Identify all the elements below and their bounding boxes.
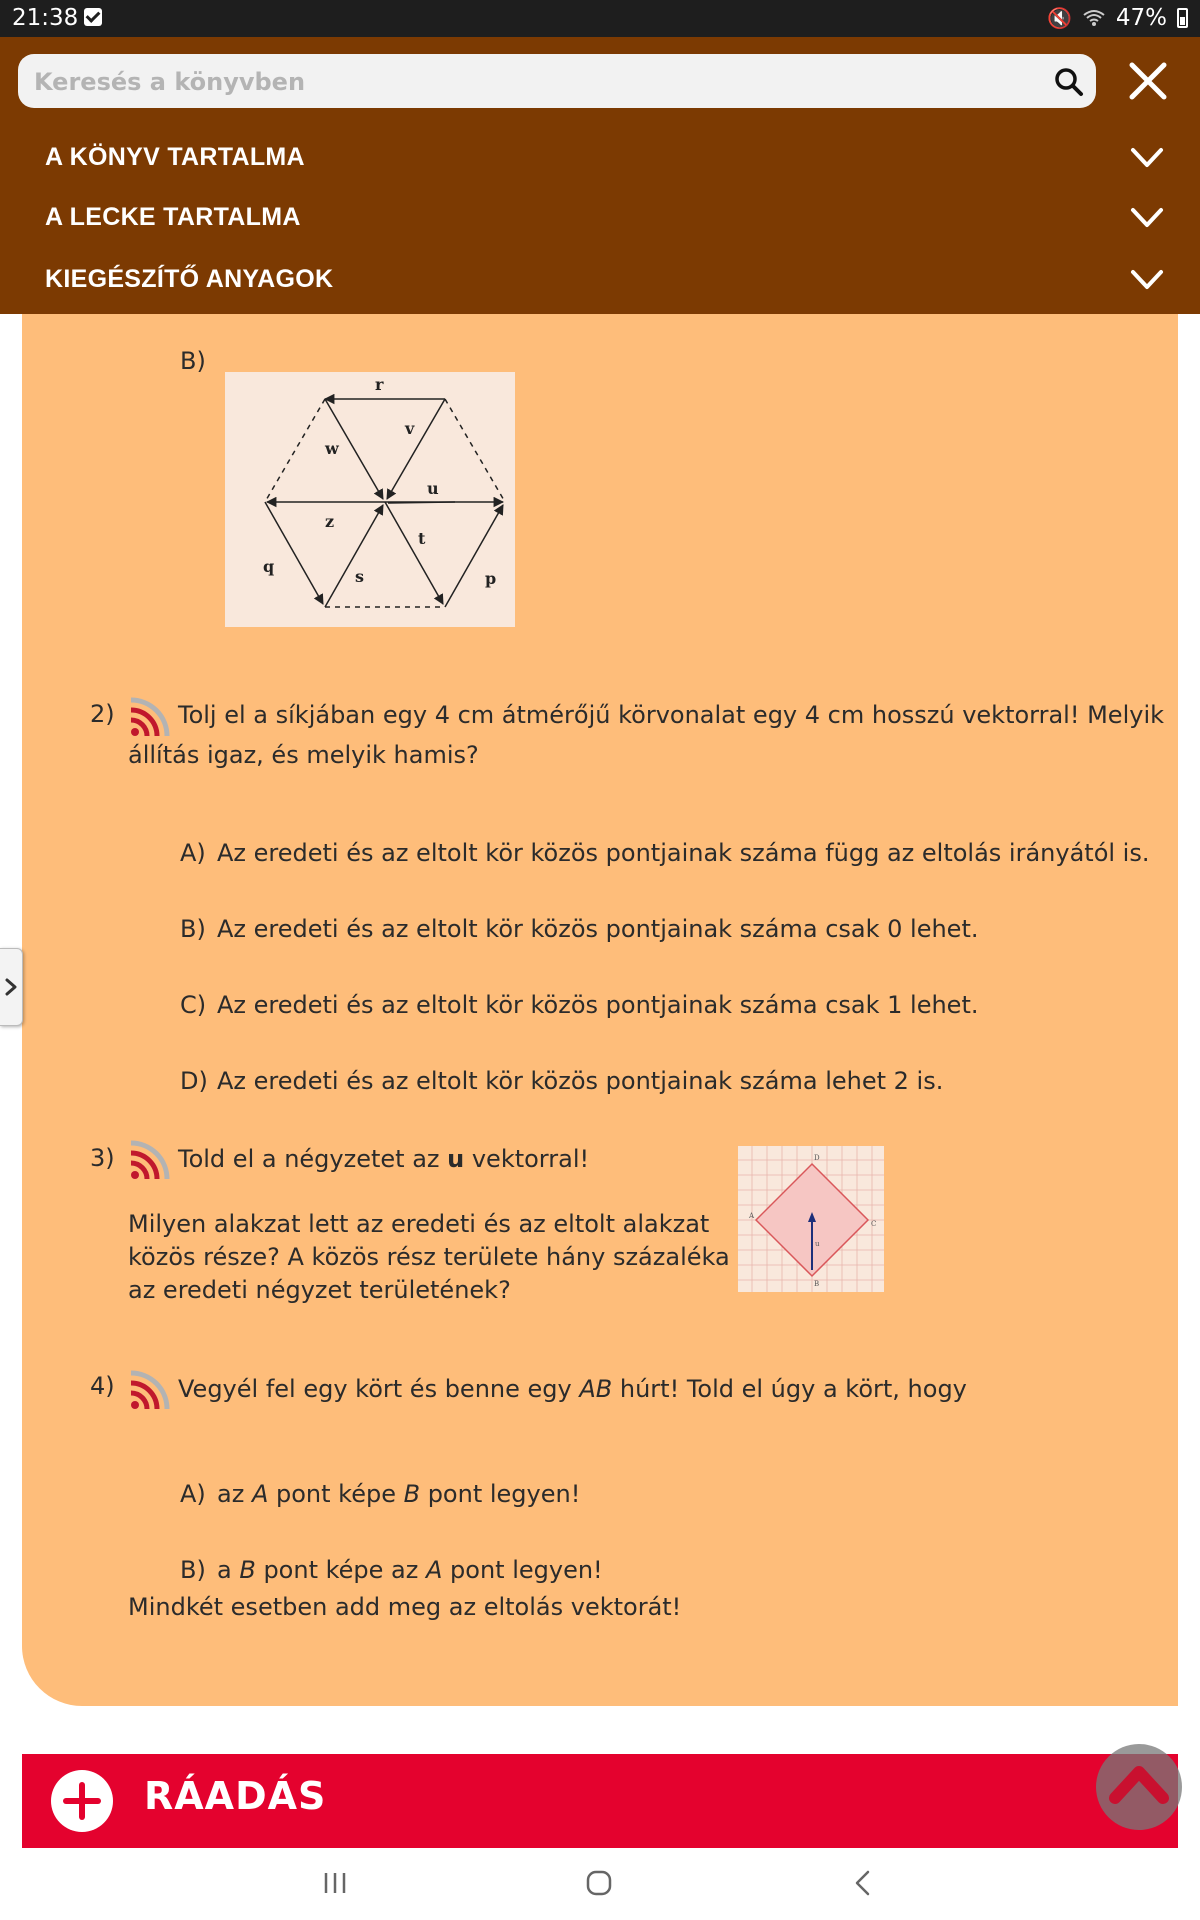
q4b-part2: pont képe az (255, 1556, 426, 1584)
system-navigation-bar (0, 1848, 1200, 1920)
chevron-down-icon (1130, 267, 1164, 293)
q4-option-a-text (217, 1477, 580, 1511)
q4-option-b-letter: B) (180, 1556, 206, 1584)
header-nav (0, 37, 1200, 314)
question-2-line1: Tolj el a síkjában egy 4 cm átmérőjű körvonalat egy 4 cm hosszú vektorral! Melyik (178, 701, 1165, 729)
square-label-c: C (871, 1220, 877, 1228)
q2-option-b-text: Az eredeti és az eltolt kör közös pontjainak száma csak 0 lehet. (217, 915, 979, 943)
q4-chord: AB (579, 1375, 613, 1403)
q2-option-d-text: Az eredeti és az eltolt kör közös pontjainak száma lehet 2 is. (217, 1067, 944, 1095)
square-label-d: D (814, 1154, 820, 1162)
q4-text-after: húrt! Told el úgy a kört, hogy (612, 1375, 967, 1403)
hex-label-t: t (418, 529, 426, 548)
q4a-part2: pont képe (268, 1480, 404, 1508)
audio-icon[interactable] (127, 694, 173, 740)
side-drawer-handle[interactable] (0, 948, 23, 1026)
q4a-point-b: B (403, 1480, 421, 1508)
q4a-point-a: A (251, 1480, 269, 1508)
question-4-number: 4) (90, 1372, 115, 1400)
bonus-banner[interactable] (22, 1754, 1178, 1848)
back-icon[interactable] (848, 1868, 878, 1898)
q4-option-b-text (217, 1553, 603, 1587)
q4b-point-a: A (425, 1556, 443, 1584)
hexagon-vector-figure (225, 372, 515, 627)
q3-text-before: Told el a négyzetet az (178, 1145, 448, 1173)
figure-b-label: B) (180, 347, 206, 375)
question-3-number: 3) (90, 1144, 115, 1172)
status-time: 21:38 (12, 5, 79, 31)
checkbox-notification-icon (84, 8, 102, 26)
nav-label: A KÖNYV TARTALMA (45, 143, 305, 171)
square-label-a: A (749, 1212, 755, 1220)
question-2-number: 2) (90, 700, 115, 728)
q2-option-c-letter: C) (180, 991, 207, 1019)
hex-label-w: w (325, 439, 339, 458)
q2-option-a-text: Az eredeti és az eltolt kör közös pontjainak száma függ az eltolás irányától is. (217, 839, 1150, 867)
question-3-line1: Milyen alakzat lett az eredeti és az eltolt alakzat (128, 1210, 710, 1238)
audio-icon[interactable] (127, 1367, 173, 1413)
question-4-closing: Mindkét esetben add meg az eltolás vektorát! (128, 1593, 682, 1621)
q4b-point-b: B (239, 1556, 256, 1584)
home-icon[interactable] (584, 1868, 614, 1898)
nav-label: KIEGÉSZÍTŐ ANYAGOK (45, 265, 334, 293)
question-3-prompt (178, 1142, 589, 1176)
battery-icon (1177, 8, 1188, 28)
q2-option-d-letter: D) (180, 1067, 208, 1095)
q3-vector-u: u (447, 1145, 465, 1173)
square-label-b: B (814, 1280, 820, 1288)
nav-supplementary[interactable] (0, 249, 1200, 309)
recent-apps-icon[interactable] (320, 1868, 350, 1898)
mute-icon: 🔇 (1046, 6, 1072, 30)
hex-label-p: p (485, 569, 497, 588)
square-label-u: u (815, 1240, 820, 1248)
status-bar (0, 0, 1200, 37)
question-2-line2: állítás igaz, és melyik hamis? (128, 741, 479, 769)
search-icon[interactable] (1052, 65, 1086, 99)
plus-circle-icon (50, 1769, 114, 1833)
q4a-part1: az (217, 1480, 252, 1508)
wifi-icon (1082, 8, 1106, 28)
square-vector-figure (738, 1146, 884, 1292)
hex-label-r: r (375, 375, 384, 394)
hex-label-s: s (355, 567, 365, 586)
q4-text-before: Vegyél fel egy kört és benne egy (178, 1375, 580, 1403)
nav-book-contents[interactable] (0, 127, 1200, 187)
status-indicators (1047, 5, 1188, 31)
scroll-to-top-button[interactable] (1096, 1744, 1182, 1830)
hex-label-v: v (405, 419, 415, 438)
chevron-down-icon (1130, 145, 1164, 171)
question-3-line2: közös része? A közös rész területe hány százaléka (128, 1243, 730, 1271)
close-icon[interactable] (1126, 59, 1170, 103)
q2-option-b-letter: B) (180, 915, 206, 943)
chevron-down-icon (1130, 205, 1164, 231)
search-bar (18, 54, 1096, 108)
audio-icon[interactable] (127, 1137, 173, 1183)
q4b-part3: pont legyen! (442, 1556, 603, 1584)
hex-label-z: z (325, 512, 335, 531)
nav-lesson-contents[interactable] (0, 187, 1200, 247)
battery-percent: 47% (1115, 5, 1167, 31)
hex-label-u: u (427, 479, 439, 498)
question-3-line3: az eredeti négyzet területének? (128, 1276, 511, 1304)
chevron-right-icon (3, 977, 19, 997)
q2-option-a-letter: A) (180, 839, 206, 867)
q3-text-after: vektorral! (464, 1145, 590, 1173)
q2-option-c-text: Az eredeti és az eltolt kör közös pontjainak száma csak 1 lehet. (217, 991, 979, 1019)
question-4-prompt (178, 1372, 967, 1406)
bonus-banner-label: RÁADÁS (144, 1774, 327, 1818)
search-input[interactable] (32, 54, 1036, 110)
q4b-part1: a (217, 1556, 240, 1584)
nav-label: A LECKE TARTALMA (45, 203, 301, 231)
q4a-part3: pont legyen! (420, 1480, 581, 1508)
hex-label-q: q (263, 557, 275, 576)
chevron-up-icon (1109, 1760, 1169, 1804)
q4-option-a-letter: A) (180, 1480, 206, 1508)
